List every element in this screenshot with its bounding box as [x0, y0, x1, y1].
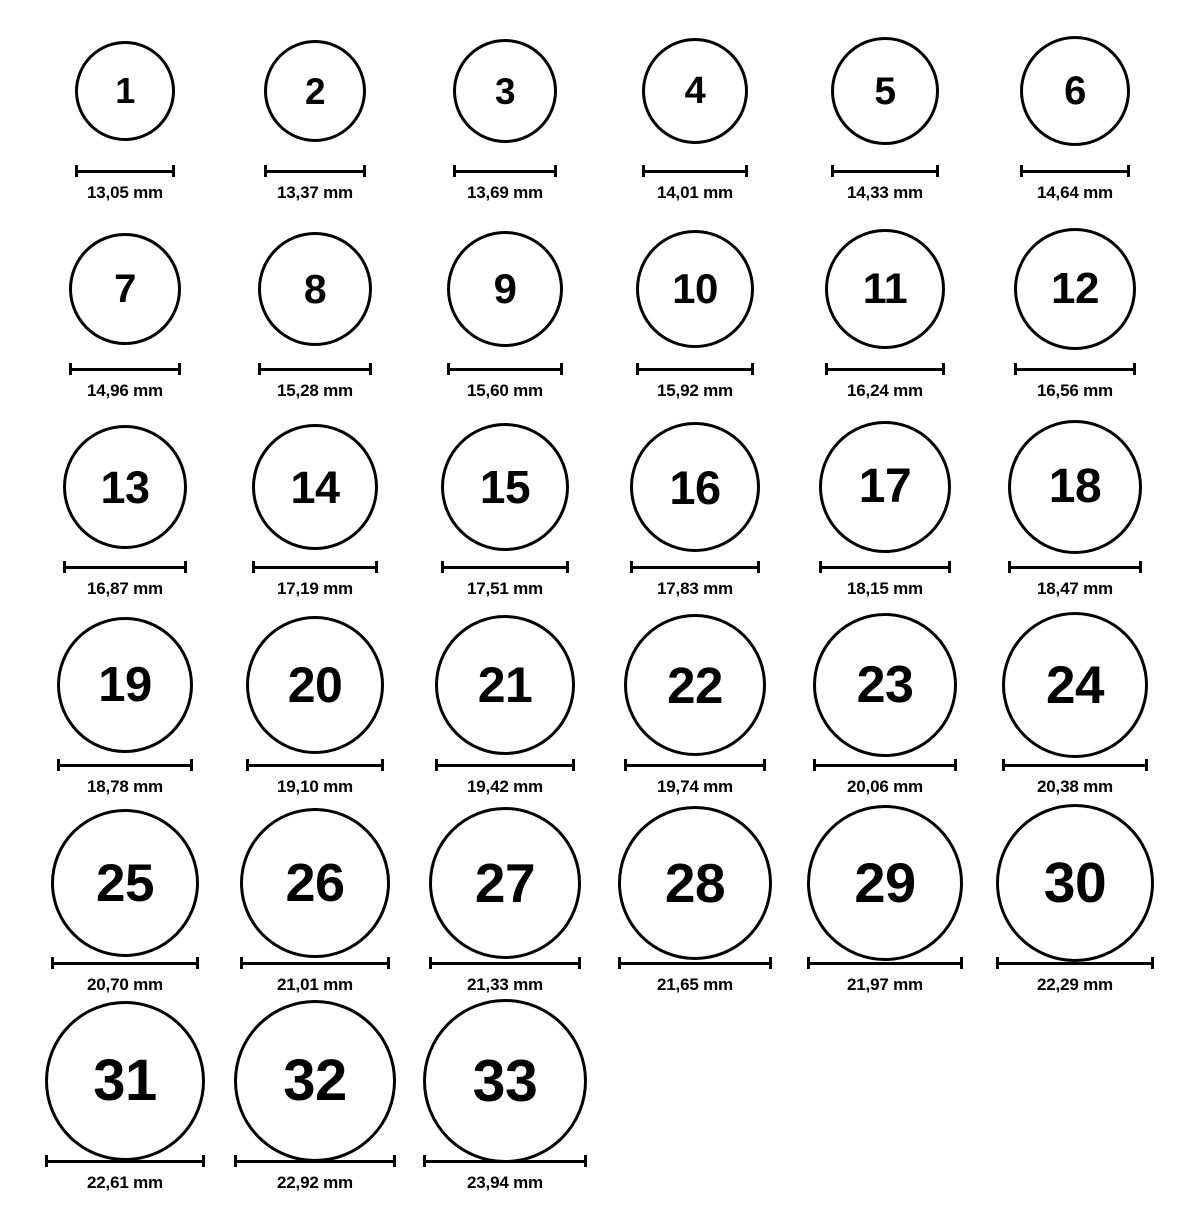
ring-circle: [45, 1001, 205, 1161]
ring-circle: [51, 809, 199, 957]
ring-size-cell: [980, 418, 1170, 616]
ring-size-number: 10: [672, 265, 718, 312]
ring-size-cell: [600, 616, 790, 814]
ring-size-cell: [790, 418, 980, 616]
measure-cap-left-icon: [429, 957, 432, 969]
ring-size-number: 27: [474, 851, 536, 914]
diameter-measure: [825, 362, 945, 376]
diameter-measure: [252, 560, 378, 574]
diameter-measure: [453, 164, 557, 178]
diameter-label: 18,78 mm: [87, 777, 163, 796]
diameter-measure: [1014, 362, 1136, 376]
measure-cap-left-icon: [51, 957, 54, 969]
ring-size-number: 5: [874, 69, 896, 113]
measure-cap-right-icon: [1127, 165, 1130, 177]
ring-size-cell: [220, 220, 410, 418]
measure-cap-right-icon: [745, 165, 748, 177]
ring-circle: [813, 613, 957, 757]
ring-circle-wrap: [1020, 22, 1130, 160]
measure-bar-icon: [831, 165, 939, 177]
measure-bar-icon: [618, 957, 772, 969]
measure-cap-left-icon: [447, 363, 450, 375]
measure-bar-icon: [453, 165, 557, 177]
measure-bar-icon: [246, 759, 384, 771]
ring-circle-wrap: [57, 616, 193, 754]
diameter-label: 13,37 mm: [277, 183, 353, 202]
ring-circle: [1020, 36, 1130, 146]
ring-circle-wrap: [234, 1012, 396, 1150]
measure-bar-icon: [252, 561, 378, 573]
ring-size-number: 31: [93, 1048, 157, 1113]
measure-cap-right-icon: [554, 165, 557, 177]
measure-cap-right-icon: [381, 759, 384, 771]
ring-circle-wrap: [423, 1012, 587, 1150]
ring-size-cell: [30, 220, 220, 418]
ring-circle-wrap: [636, 220, 754, 358]
measure-bar-icon: [63, 561, 187, 573]
ring-size-grid: [30, 22, 1170, 1210]
measure-cap-right-icon: [578, 957, 581, 969]
ring-circle: [831, 37, 939, 145]
diameter-label: 17,19 mm: [277, 579, 353, 598]
diameter-measure: [1008, 560, 1142, 574]
diameter-measure: [423, 1154, 587, 1168]
ring-circle: [447, 231, 563, 347]
ring-size-cell: [30, 1012, 220, 1210]
diameter-label: 15,92 mm: [657, 381, 733, 400]
ring-circle-wrap: [447, 220, 563, 358]
measure-cap-left-icon: [252, 561, 255, 573]
diameter-label: 14,01 mm: [657, 183, 733, 202]
measure-cap-right-icon: [393, 1155, 396, 1167]
ring-size-cell: [600, 22, 790, 220]
ring-circle: [996, 804, 1154, 962]
diameter-measure: [240, 956, 390, 970]
ring-circle: [618, 806, 772, 960]
measure-cap-right-icon: [375, 561, 378, 573]
ring-circle: [1002, 612, 1148, 758]
diameter-measure: [642, 164, 748, 178]
ring-size-cell: [220, 418, 410, 616]
measure-cap-right-icon: [184, 561, 187, 573]
ring-size-cell: [980, 22, 1170, 220]
measure-bar-icon: [819, 561, 951, 573]
ring-circle-wrap: [75, 22, 175, 160]
measure-bar-icon: [45, 1155, 205, 1167]
diameter-measure: [234, 1154, 396, 1168]
measure-bar-icon: [807, 957, 963, 969]
measure-cap-right-icon: [387, 957, 390, 969]
ring-circle-wrap: [630, 418, 760, 556]
ring-size-cell: [30, 616, 220, 814]
measure-cap-left-icon: [825, 363, 828, 375]
diameter-measure: [429, 956, 581, 970]
ring-size-number: 23: [856, 656, 914, 714]
ring-circle-wrap: [618, 814, 772, 952]
measure-cap-right-icon: [560, 363, 563, 375]
ring-circle: [453, 39, 557, 143]
measure-bar-icon: [996, 957, 1154, 969]
diameter-measure: [813, 758, 957, 772]
ring-circle: [246, 616, 384, 754]
ring-size-cell: [790, 814, 980, 1012]
measure-bar-icon: [1002, 759, 1148, 771]
ring-circle-wrap: [63, 418, 187, 556]
measure-cap-left-icon: [57, 759, 60, 771]
diameter-measure: [996, 956, 1154, 970]
measure-cap-left-icon: [618, 957, 621, 969]
diameter-measure: [45, 1154, 205, 1168]
measure-bar-icon: [75, 165, 175, 177]
measure-cap-right-icon: [751, 363, 754, 375]
measure-bar-icon: [51, 957, 199, 969]
measure-bar-icon: [813, 759, 957, 771]
ring-size-number: 25: [96, 853, 154, 913]
diameter-measure: [258, 362, 372, 376]
ring-circle: [252, 424, 378, 550]
measure-bar-icon: [624, 759, 766, 771]
ring-size-number: 16: [669, 460, 721, 514]
measure-bar-icon: [1008, 561, 1142, 573]
ring-circle: [1008, 420, 1142, 554]
ring-circle: [624, 614, 766, 756]
diameter-label: 15,28 mm: [277, 381, 353, 400]
measure-cap-left-icon: [435, 759, 438, 771]
diameter-label: 21,97 mm: [847, 975, 923, 994]
measure-cap-right-icon: [960, 957, 963, 969]
ring-size-number: 14: [290, 461, 340, 513]
ring-size-cell: [410, 814, 600, 1012]
ring-size-number: 20: [287, 657, 343, 713]
ring-circle-wrap: [642, 22, 748, 160]
measure-cap-left-icon: [423, 1155, 426, 1167]
diameter-label: 20,38 mm: [1037, 777, 1113, 796]
diameter-label: 21,65 mm: [657, 975, 733, 994]
ring-size-number: 6: [1064, 69, 1086, 113]
measure-bar-icon: [1020, 165, 1130, 177]
ring-size-number: 12: [1051, 264, 1099, 313]
ring-size-cell: [30, 22, 220, 220]
diameter-measure: [807, 956, 963, 970]
measure-cap-right-icon: [757, 561, 760, 573]
ring-size-cell: [600, 220, 790, 418]
ring-size-cell: [790, 22, 980, 220]
ring-circle: [1014, 228, 1136, 350]
measure-cap-right-icon: [572, 759, 575, 771]
ring-size-cell: [220, 814, 410, 1012]
diameter-label: 14,96 mm: [87, 381, 163, 400]
diameter-measure: [618, 956, 772, 970]
ring-size-number: 29: [854, 851, 916, 914]
measure-cap-left-icon: [240, 957, 243, 969]
diameter-label: 16,56 mm: [1037, 381, 1113, 400]
ring-size-number: 15: [479, 461, 531, 513]
ring-size-number: 32: [283, 1048, 347, 1113]
measure-cap-right-icon: [1151, 957, 1154, 969]
diameter-label: 23,94 mm: [467, 1173, 543, 1192]
measure-cap-right-icon: [948, 561, 951, 573]
measure-cap-right-icon: [584, 1155, 587, 1167]
diameter-label: 18,47 mm: [1037, 579, 1113, 598]
diameter-measure: [831, 164, 939, 178]
ring-circle: [807, 805, 963, 961]
ring-circle-wrap: [435, 616, 575, 754]
ring-size-number: 24: [1046, 655, 1104, 715]
ring-circle: [63, 425, 187, 549]
measure-cap-left-icon: [69, 363, 72, 375]
ring-circle-wrap: [264, 22, 366, 160]
ring-size-number: 13: [100, 461, 150, 513]
measure-cap-left-icon: [624, 759, 627, 771]
measure-bar-icon: [447, 363, 563, 375]
ring-circle-wrap: [1014, 220, 1136, 358]
ring-circle-wrap: [441, 418, 569, 556]
measure-cap-right-icon: [1139, 561, 1142, 573]
diameter-measure: [624, 758, 766, 772]
diameter-measure: [1002, 758, 1148, 772]
measure-cap-right-icon: [763, 759, 766, 771]
diameter-label: 13,69 mm: [467, 183, 543, 202]
ring-circle-wrap: [429, 814, 581, 952]
measure-bar-icon: [1014, 363, 1136, 375]
diameter-measure: [435, 758, 575, 772]
measure-bar-icon: [435, 759, 575, 771]
ring-size-number: 11: [862, 264, 908, 313]
ring-size-cell: [980, 220, 1170, 418]
measure-bar-icon: [630, 561, 760, 573]
measure-cap-left-icon: [1014, 363, 1017, 375]
ring-circle-wrap: [258, 220, 372, 358]
diameter-measure: [819, 560, 951, 574]
ring-size-number: 22: [667, 656, 723, 714]
diameter-measure: [69, 362, 181, 376]
ring-circle-wrap: [453, 22, 557, 160]
ring-circle: [642, 38, 748, 144]
measure-cap-right-icon: [369, 363, 372, 375]
measure-cap-left-icon: [813, 759, 816, 771]
ring-circle-wrap: [51, 814, 199, 952]
ring-circle-wrap: [624, 616, 766, 754]
ring-size-number: 4: [684, 70, 706, 112]
ring-circle: [630, 422, 760, 552]
ring-circle-wrap: [807, 814, 963, 952]
measure-cap-right-icon: [178, 363, 181, 375]
ring-size-number: 26: [285, 853, 345, 913]
measure-bar-icon: [441, 561, 569, 573]
ring-circle: [240, 808, 390, 958]
diameter-label: 22,61 mm: [87, 1173, 163, 1192]
ring-size-cell: [30, 418, 220, 616]
measure-cap-left-icon: [807, 957, 810, 969]
ring-circle-wrap: [831, 22, 939, 160]
measure-cap-right-icon: [1133, 363, 1136, 375]
diameter-measure: [1020, 164, 1130, 178]
diameter-label: 22,92 mm: [277, 1173, 353, 1192]
measure-cap-right-icon: [172, 165, 175, 177]
ring-circle-wrap: [996, 814, 1154, 952]
diameter-label: 21,01 mm: [277, 975, 353, 994]
diameter-label: 18,15 mm: [847, 579, 923, 598]
measure-cap-right-icon: [1145, 759, 1148, 771]
ring-size-cell: [30, 814, 220, 1012]
ring-circle: [264, 40, 366, 142]
ring-size-number: 28: [664, 851, 726, 914]
ring-size-number: 30: [1043, 850, 1107, 915]
ring-circle: [819, 421, 951, 553]
measure-cap-left-icon: [246, 759, 249, 771]
diameter-measure: [441, 560, 569, 574]
ring-circle: [258, 232, 372, 346]
measure-cap-left-icon: [264, 165, 267, 177]
diameter-label: 19,10 mm: [277, 777, 353, 796]
diameter-label: 21,33 mm: [467, 975, 543, 994]
measure-cap-left-icon: [453, 165, 456, 177]
measure-cap-right-icon: [196, 957, 199, 969]
measure-cap-right-icon: [202, 1155, 205, 1167]
ring-circle-wrap: [1008, 418, 1142, 556]
measure-cap-right-icon: [936, 165, 939, 177]
measure-cap-left-icon: [1002, 759, 1005, 771]
measure-cap-left-icon: [996, 957, 999, 969]
ring-size-number: 9: [493, 265, 517, 312]
ring-circle-wrap: [813, 616, 957, 754]
measure-bar-icon: [69, 363, 181, 375]
diameter-label: 16,87 mm: [87, 579, 163, 598]
measure-cap-left-icon: [234, 1155, 237, 1167]
measure-cap-left-icon: [642, 165, 645, 177]
measure-bar-icon: [636, 363, 754, 375]
measure-bar-icon: [240, 957, 390, 969]
measure-bar-icon: [423, 1155, 587, 1167]
diameter-label: 14,33 mm: [847, 183, 923, 202]
diameter-measure: [51, 956, 199, 970]
diameter-measure: [63, 560, 187, 574]
measure-cap-right-icon: [942, 363, 945, 375]
ring-circle: [825, 229, 945, 349]
ring-size-cell: [410, 1012, 600, 1210]
measure-bar-icon: [234, 1155, 396, 1167]
ring-size-number: 33: [472, 1047, 538, 1114]
measure-cap-left-icon: [1020, 165, 1023, 177]
measure-cap-right-icon: [190, 759, 193, 771]
ring-circle: [435, 615, 575, 755]
diameter-label: 19,74 mm: [657, 777, 733, 796]
ring-circle: [75, 41, 175, 141]
measure-cap-right-icon: [363, 165, 366, 177]
ring-circle: [234, 1000, 396, 1162]
diameter-label: 19,42 mm: [467, 777, 543, 796]
ring-size-cell: [600, 814, 790, 1012]
measure-bar-icon: [258, 363, 372, 375]
diameter-measure: [630, 560, 760, 574]
diameter-label: 20,06 mm: [847, 777, 923, 796]
measure-cap-left-icon: [258, 363, 261, 375]
ring-size-cell: [410, 616, 600, 814]
diameter-measure: [75, 164, 175, 178]
measure-bar-icon: [825, 363, 945, 375]
measure-cap-left-icon: [45, 1155, 48, 1167]
ring-size-cell: [410, 418, 600, 616]
ring-size-number: 18: [1048, 460, 1102, 513]
ring-size-number: 7: [114, 267, 136, 311]
diameter-label: 13,05 mm: [87, 183, 163, 202]
ring-size-cell: [410, 220, 600, 418]
measure-cap-left-icon: [75, 165, 78, 177]
diameter-measure: [636, 362, 754, 376]
measure-cap-right-icon: [566, 561, 569, 573]
ring-size-cell: [220, 616, 410, 814]
ring-circle: [57, 617, 193, 753]
ring-circle-wrap: [69, 220, 181, 358]
measure-cap-right-icon: [954, 759, 957, 771]
diameter-measure: [447, 362, 563, 376]
diameter-measure: [246, 758, 384, 772]
diameter-label: 20,70 mm: [87, 975, 163, 994]
diameter-measure: [57, 758, 193, 772]
diameter-label: 17,51 mm: [467, 579, 543, 598]
ring-size-number: 8: [303, 265, 327, 312]
ring-size-cell: [220, 22, 410, 220]
ring-circle-wrap: [1002, 616, 1148, 754]
measure-cap-left-icon: [636, 363, 639, 375]
ring-size-number: 3: [494, 70, 516, 112]
diameter-label: 15,60 mm: [467, 381, 543, 400]
ring-circle: [423, 999, 587, 1163]
ring-circle-wrap: [252, 418, 378, 556]
ring-circle: [441, 423, 569, 551]
diameter-measure: [264, 164, 366, 178]
ring-size-number: 19: [98, 657, 152, 712]
ring-size-number: 17: [858, 460, 912, 513]
ring-size-number: 1: [115, 70, 135, 111]
measure-cap-left-icon: [63, 561, 66, 573]
diameter-label: 14,64 mm: [1037, 183, 1113, 202]
ring-size-cell: [980, 616, 1170, 814]
ring-size-cell: [790, 616, 980, 814]
measure-cap-left-icon: [819, 561, 822, 573]
measure-bar-icon: [264, 165, 366, 177]
ring-circle-wrap: [246, 616, 384, 754]
ring-size-number: 2: [304, 70, 326, 112]
measure-cap-left-icon: [441, 561, 444, 573]
measure-bar-icon: [429, 957, 581, 969]
ring-size-number: 21: [477, 657, 533, 713]
ring-size-cell: [600, 418, 790, 616]
measure-bar-icon: [642, 165, 748, 177]
measure-cap-left-icon: [1008, 561, 1011, 573]
ring-circle-wrap: [825, 220, 945, 358]
ring-size-cell: [980, 814, 1170, 1012]
measure-cap-left-icon: [630, 561, 633, 573]
ring-circle-wrap: [240, 814, 390, 952]
measure-cap-right-icon: [769, 957, 772, 969]
ring-circle-wrap: [819, 418, 951, 556]
measure-bar-icon: [57, 759, 193, 771]
ring-size-cell: [410, 22, 600, 220]
diameter-label: 17,83 mm: [657, 579, 733, 598]
diameter-label: 22,29 mm: [1037, 975, 1113, 994]
ring-size-cell: [790, 220, 980, 418]
measure-cap-left-icon: [831, 165, 834, 177]
diameter-label: 16,24 mm: [847, 381, 923, 400]
ring-circle: [636, 230, 754, 348]
ring-circle-wrap: [45, 1012, 205, 1150]
ring-circle: [69, 233, 181, 345]
ring-size-cell: [220, 1012, 410, 1210]
ring-circle: [429, 807, 581, 959]
